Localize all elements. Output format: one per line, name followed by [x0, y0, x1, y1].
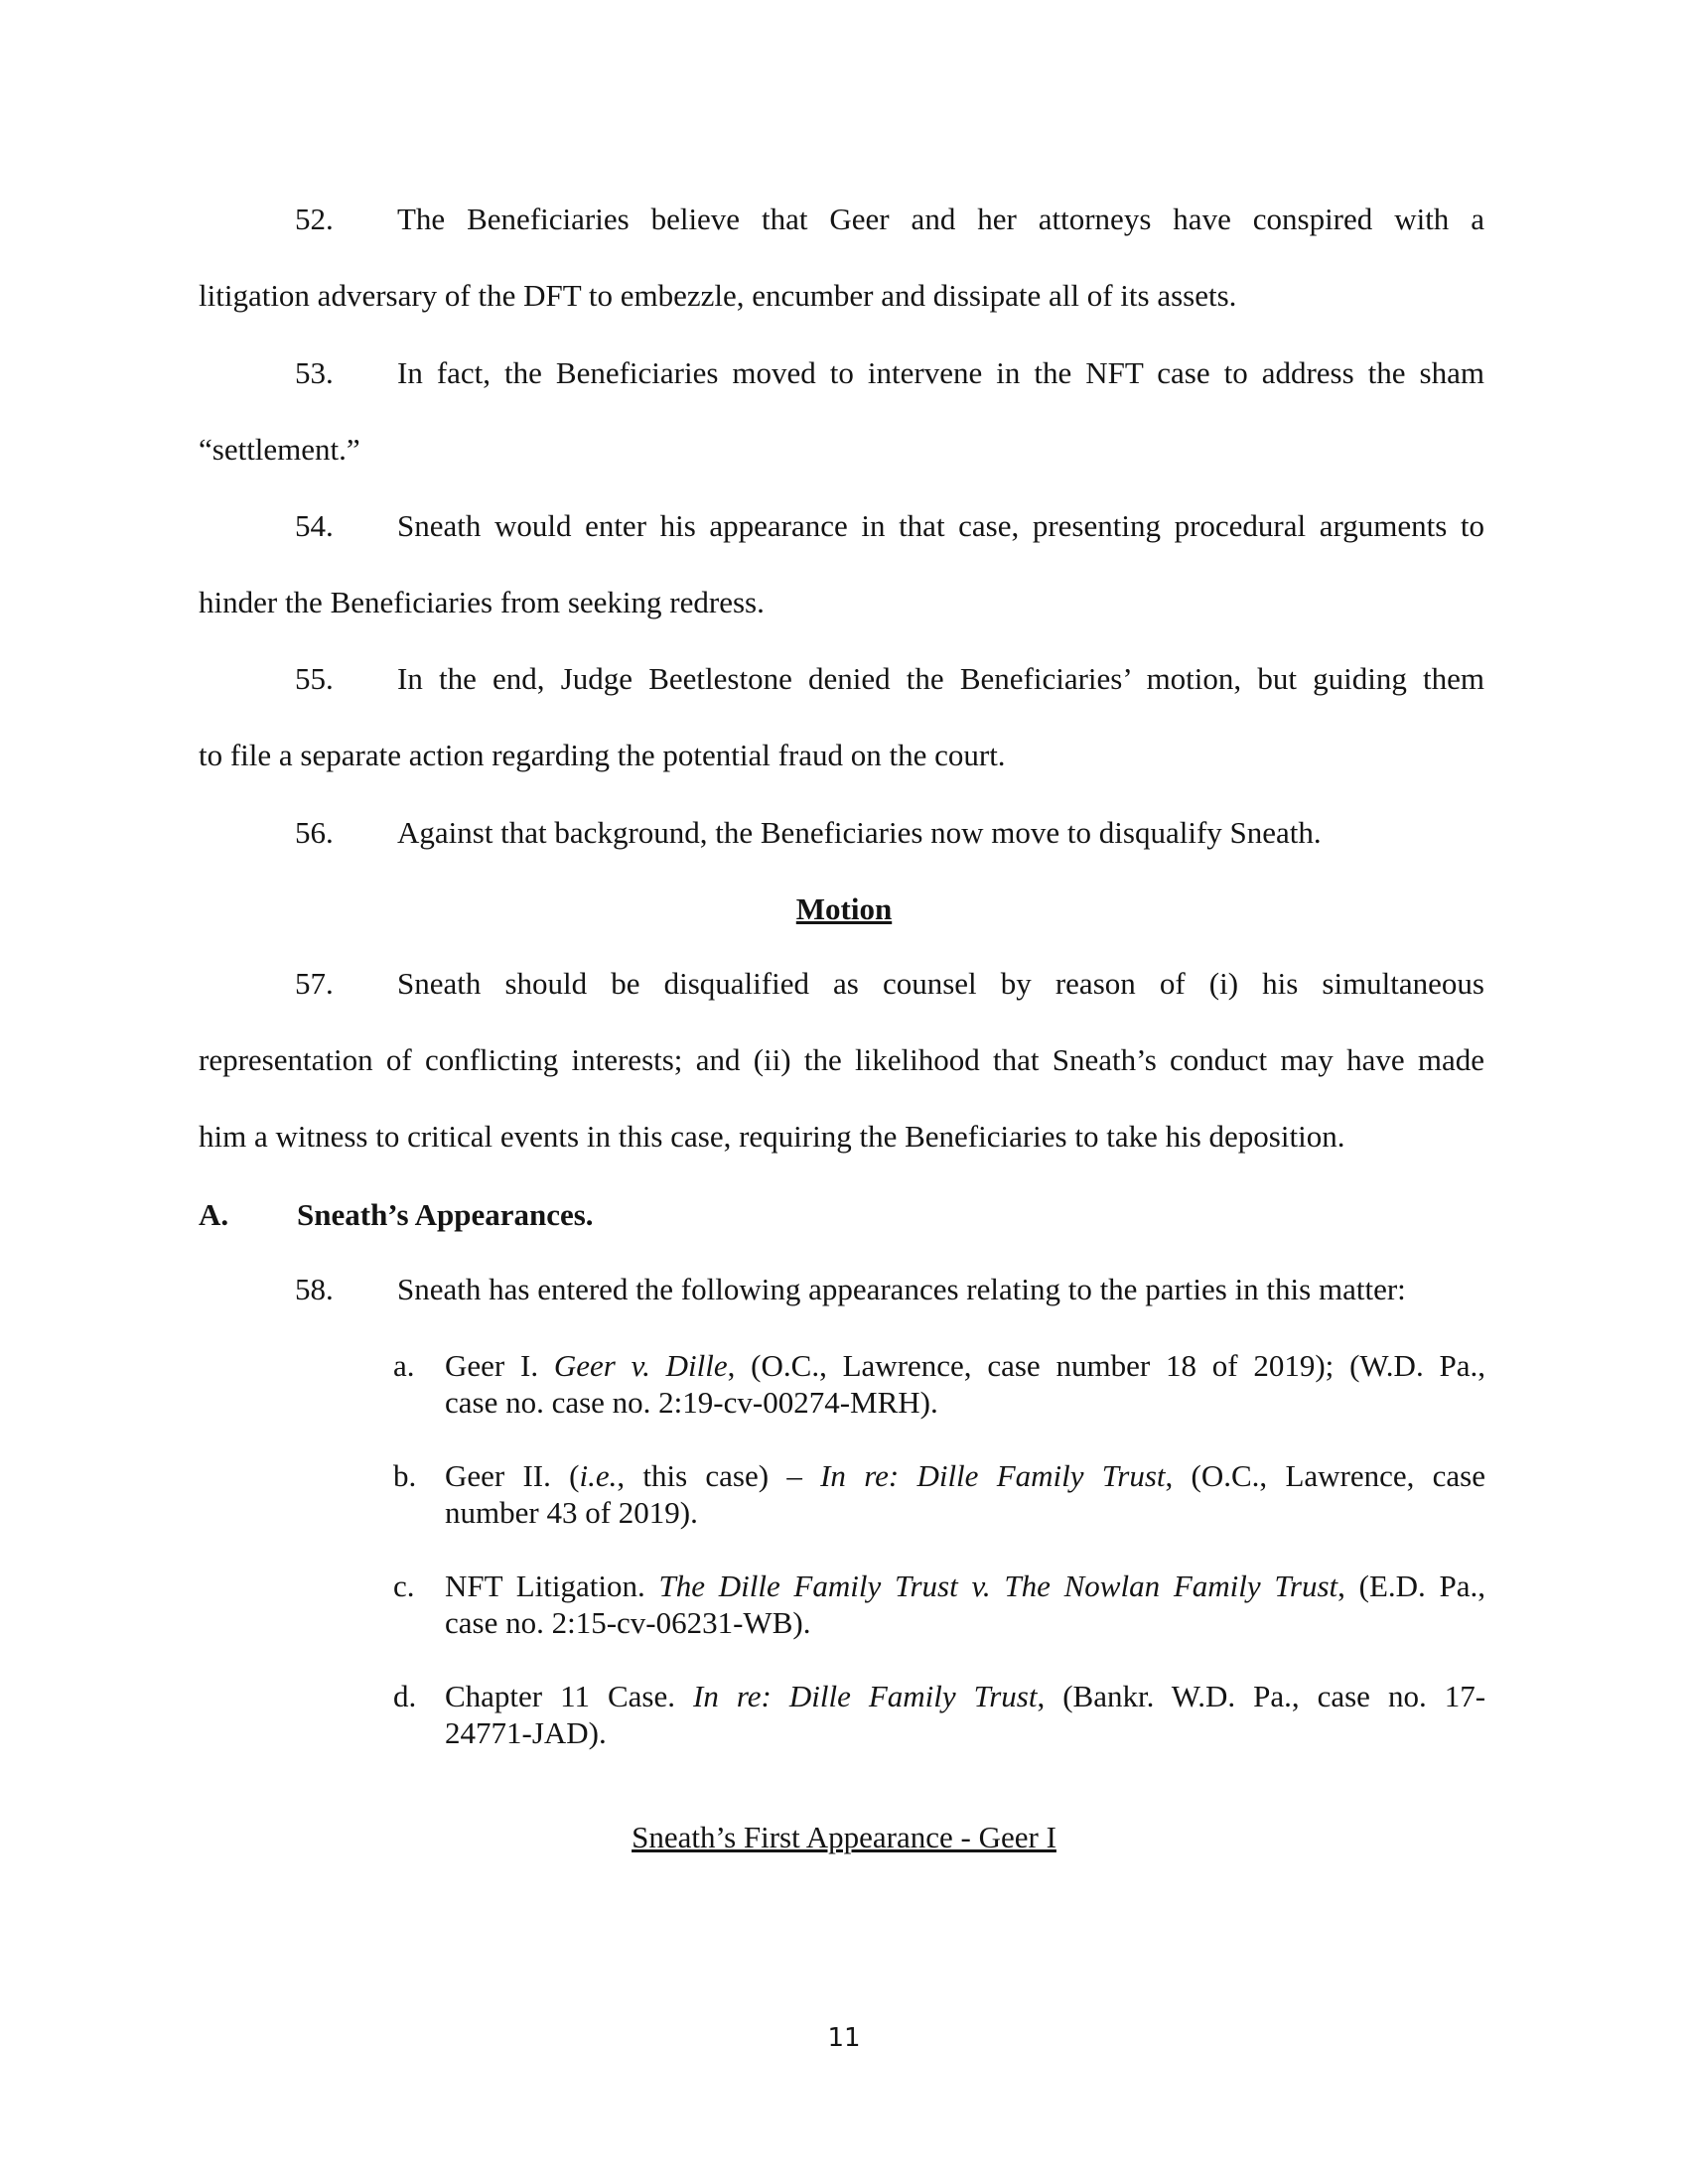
- document-page: 52. The Beneficiaries believe that Geer and her attorneys have conspired with a litigation adversary of the DFT to embezzle, encumber and dissipate all of its assets. 53. In fact, the Beneficiaries moved to intervene in the NFT case to address the sham “settlement.” 54. Sneath would enter his appearance in that case, presenting procedural arguments to hinder the Beneficiaries from seeking redress. 55. In the end, Judge Beetlestone denied the Beneficiaries’ motion, but guiding them to file a separate action regarding the potential fraud on the court. 56. Against that background, the Beneficiaries now move to disqualify Sneath. Motion 57. Sneath should be disqualified as counsel by reason of (i) his simultaneous representation of conflicting interests; and (ii) the likelihood that Sneath’s conduct may have made him a witness to critical events in this case, requiring the Beneficiaries to take his deposition. A. Sneath’s Appearances. 58. Sneath has entered the following appearances relating to the parties in this matter: a. Geer I. Geer v. Dille, (O.C., Lawrence, case number 18 of 2019); (W.D. Pa., case no. case no. 2:19-cv-00274-MRH). b. Geer II. (i.e., this case) – In re: Dille Family Trust, (O.C., Lawrence, case number 43 of 2019). c. NFT Litigation. The Dille Family Trust v. The Nowlan Family Trust, (E.D. Pa., case no. 2:15-cv-06231-WB). d. Chapter 11 Case. In re: Dille Family Trust, (Bankr. W.D. Pa., case no. 17- 24771-JAD). Sneath’s First Appearance - Geer I 11: [0, 0, 1688, 2184]
- paragraph-text: litigation adversary of the DFT to embezzle, encumber and dissipate all of its assets.: [199, 278, 1237, 313]
- case-title: In re: Dille Family Trust: [693, 1679, 1038, 1713]
- ie-abbreviation: i.e.: [579, 1458, 618, 1493]
- case-title: Geer v. Dille: [553, 1348, 728, 1383]
- paragraph-text: to file a separate action regarding the potential fraud on the court.: [199, 738, 1006, 772]
- paragraph-text: representation of conflicting interests; and (ii) the likelihood that Sneath’s conduct may have made: [199, 1042, 1484, 1077]
- case-name: Geer I.: [445, 1348, 539, 1383]
- paragraph-number: 53.: [295, 355, 334, 390]
- list-item-label: d.: [393, 1679, 417, 1713]
- case-title: In re: Dille Family Trust: [820, 1458, 1166, 1493]
- paragraph-text: In fact, the Beneficiaries moved to intervene in the NFT case to address the sham: [397, 355, 1484, 390]
- section-letter: A.: [199, 1197, 229, 1232]
- paragraph-number: 57.: [295, 966, 334, 1001]
- paragraph-text: “settlement.”: [199, 432, 360, 467]
- section-title: Sneath’s Appearances.: [297, 1197, 594, 1232]
- case-details: 24771-JAD).: [445, 1715, 607, 1750]
- paragraph-number: 58.: [295, 1272, 334, 1306]
- case-details: , (O.C., Lawrence, case: [1165, 1458, 1485, 1493]
- paragraph-text: In the end, Judge Beetlestone denied the Beneficiaries’ motion, but guiding them: [397, 661, 1484, 696]
- case-details: case no. 2:15-cv-06231-WB).: [445, 1605, 811, 1640]
- paragraph-number: 56.: [295, 815, 334, 850]
- paragraph-text: Sneath has entered the following appearances relating to the parties in this matter:: [397, 1272, 1406, 1306]
- paragraph-number: 54.: [295, 508, 334, 543]
- paragraph-number: 55.: [295, 661, 334, 696]
- paragraph-number: 52.: [295, 202, 334, 236]
- case-title: The Dille Family Trust v. The Nowlan Family Trust: [658, 1569, 1338, 1603]
- motion-heading: Motion: [795, 891, 893, 926]
- case-name: Chapter 11 Case.: [445, 1679, 676, 1713]
- case-details: , (O.C., Lawrence, case number 18 of 2019); (W.D. Pa.,: [727, 1348, 1485, 1383]
- case-details: , (E.D. Pa.,: [1337, 1569, 1485, 1603]
- case-name: NFT Litigation.: [445, 1569, 645, 1603]
- subsection-heading: Sneath’s First Appearance - Geer I: [632, 1820, 1056, 1854]
- paragraph-text: hinder the Beneficiaries from seeking redress.: [199, 585, 765, 619]
- paragraph-text: him a witness to critical events in this case, requiring the Beneficiaries to take his deposition.: [199, 1119, 1345, 1154]
- page-number: 11: [827, 2023, 861, 2053]
- paragraph-text: Against that background, the Beneficiaries now move to disqualify Sneath.: [397, 815, 1322, 850]
- list-item-label: a.: [393, 1348, 415, 1383]
- case-details: , (Bankr. W.D. Pa., case no. 17-: [1037, 1679, 1486, 1713]
- case-details: case no. case no. 2:19-cv-00274-MRH).: [445, 1385, 938, 1420]
- case-details: number 43 of 2019).: [445, 1495, 698, 1530]
- list-item-label: c.: [393, 1569, 415, 1603]
- case-name: Geer II.: [445, 1458, 551, 1493]
- list-item-label: b.: [393, 1458, 417, 1493]
- paragraph-text: The Beneficiaries believe that Geer and her attorneys have conspired with a: [397, 202, 1484, 236]
- paragraph-text: Sneath would enter his appearance in that case, presenting procedural arguments to: [397, 508, 1484, 543]
- paragraph-text: Sneath should be disqualified as counsel by reason of (i) his simultaneous: [397, 966, 1484, 1001]
